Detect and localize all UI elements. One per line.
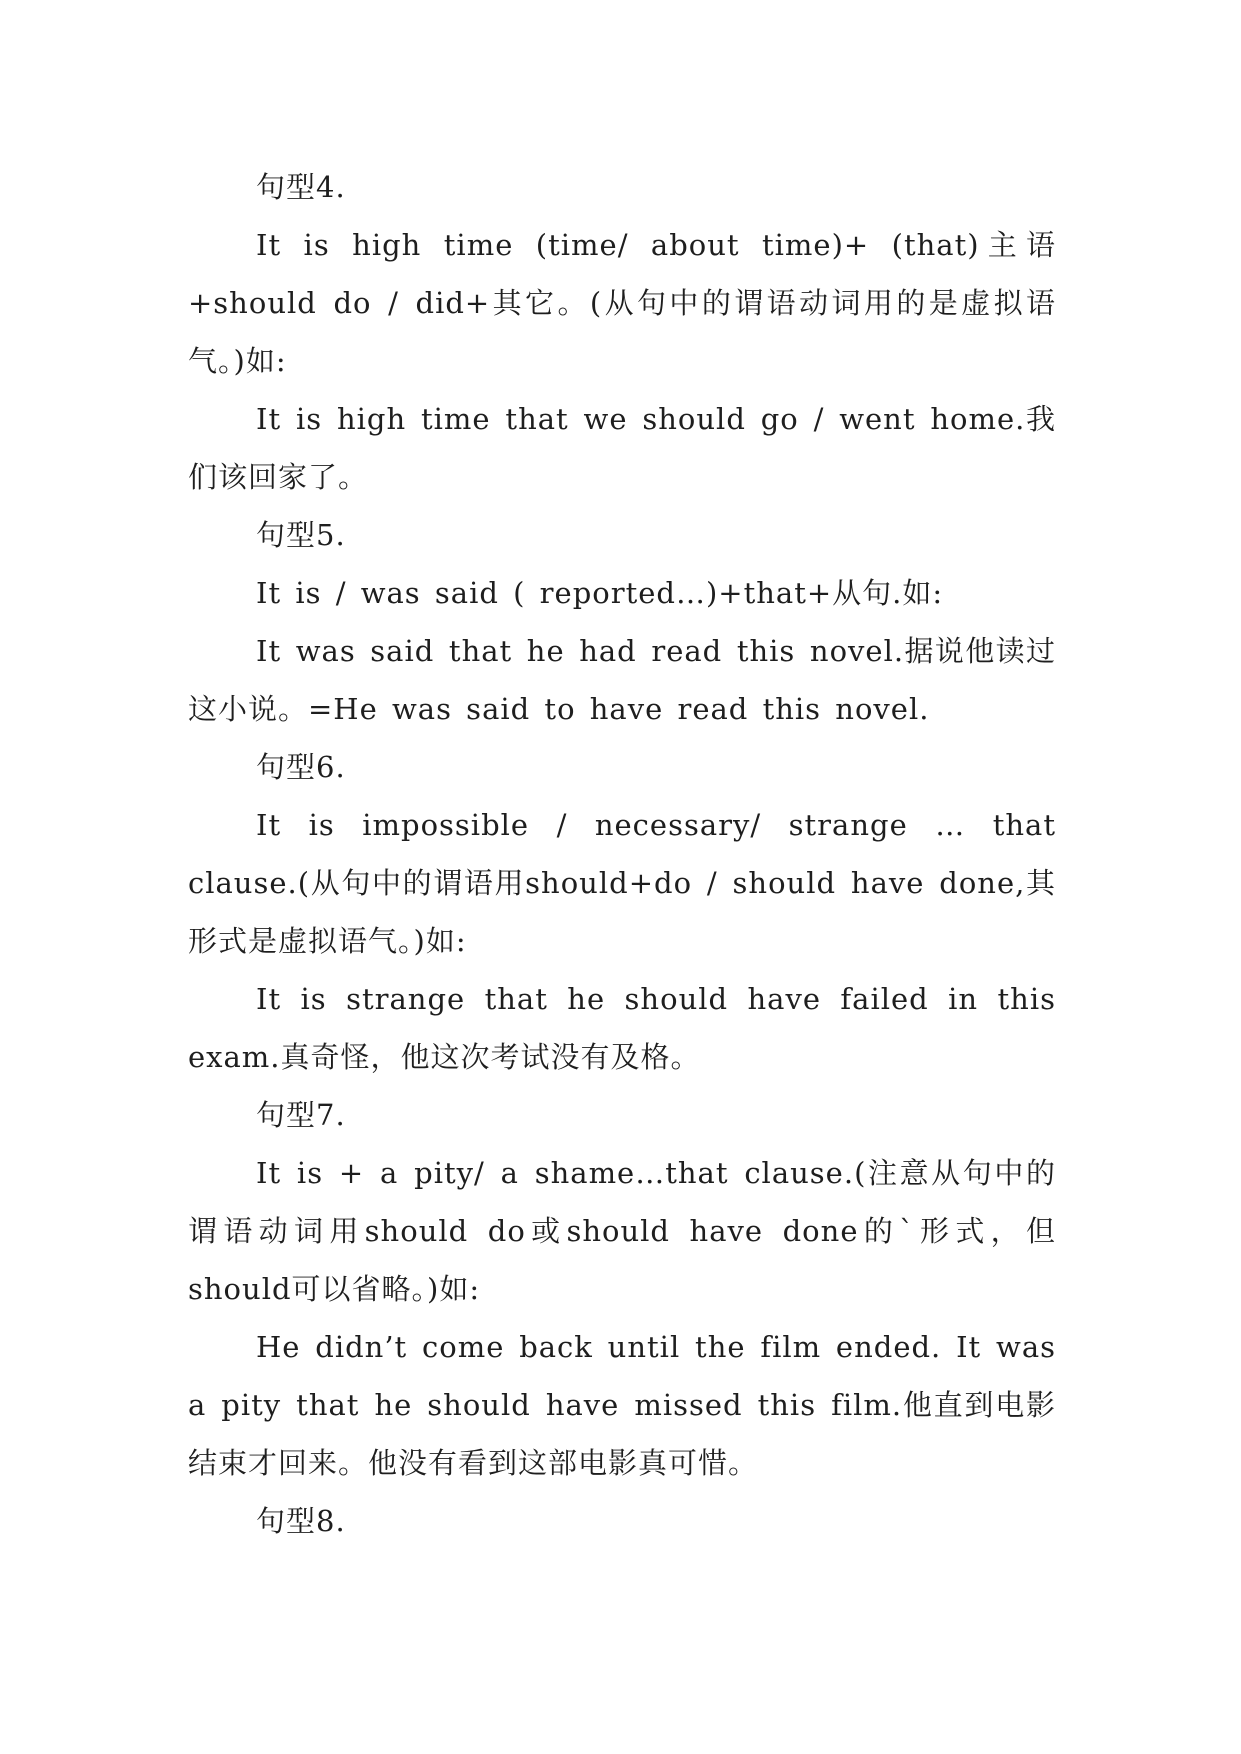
- heading-pattern-7: 句型7.: [256, 1098, 346, 1132]
- paragraph-pattern-4-example: It is high time that we should go / went home.我们该回家了。: [188, 402, 1056, 494]
- paragraph-pattern-5-example: It was said that he had read this novel.据说他读过这小说。=He was said to have read this novel.: [188, 634, 1056, 726]
- paragraph-pattern-7-rule: It is + a pity/ a shame…that clause.(注意从句中的谓语动词用should do或should have done的`形式，但should可以省略。)如:: [188, 1156, 1056, 1306]
- heading-pattern-5: 句型5.: [256, 518, 346, 552]
- paragraph-pattern-6-example: It is strange that he should have failed in this exam.真奇怪，他这次考试没有及格。: [188, 982, 1056, 1074]
- heading-pattern-6: 句型6.: [256, 750, 346, 784]
- paragraph-pattern-7-example: He didn’t come back until the film ended. It was a pity that he should have missed this film.他直到电影结束才回来。他没有看到这部电影真可惜。: [188, 1330, 1056, 1480]
- paragraph-pattern-6-rule: It is impossible / necessary/ strange … that clause.(从句中的谓语用should+do / should have done,其形式是虚拟语气。)如:: [188, 808, 1056, 958]
- heading-pattern-8: 句型8.: [256, 1504, 346, 1538]
- document-body: [188, 158, 1056, 1550]
- heading-pattern-4: 句型4.: [256, 170, 346, 204]
- paragraph-pattern-5-rule: It is / was said ( reported…)+that+从句.如:: [256, 576, 944, 610]
- paragraph-pattern-4-rule: It is high time (time/ about time)+ (that)主语+should do / did+其它。(从句中的谓语动词用的是虚拟语气。)如:: [188, 228, 1056, 378]
